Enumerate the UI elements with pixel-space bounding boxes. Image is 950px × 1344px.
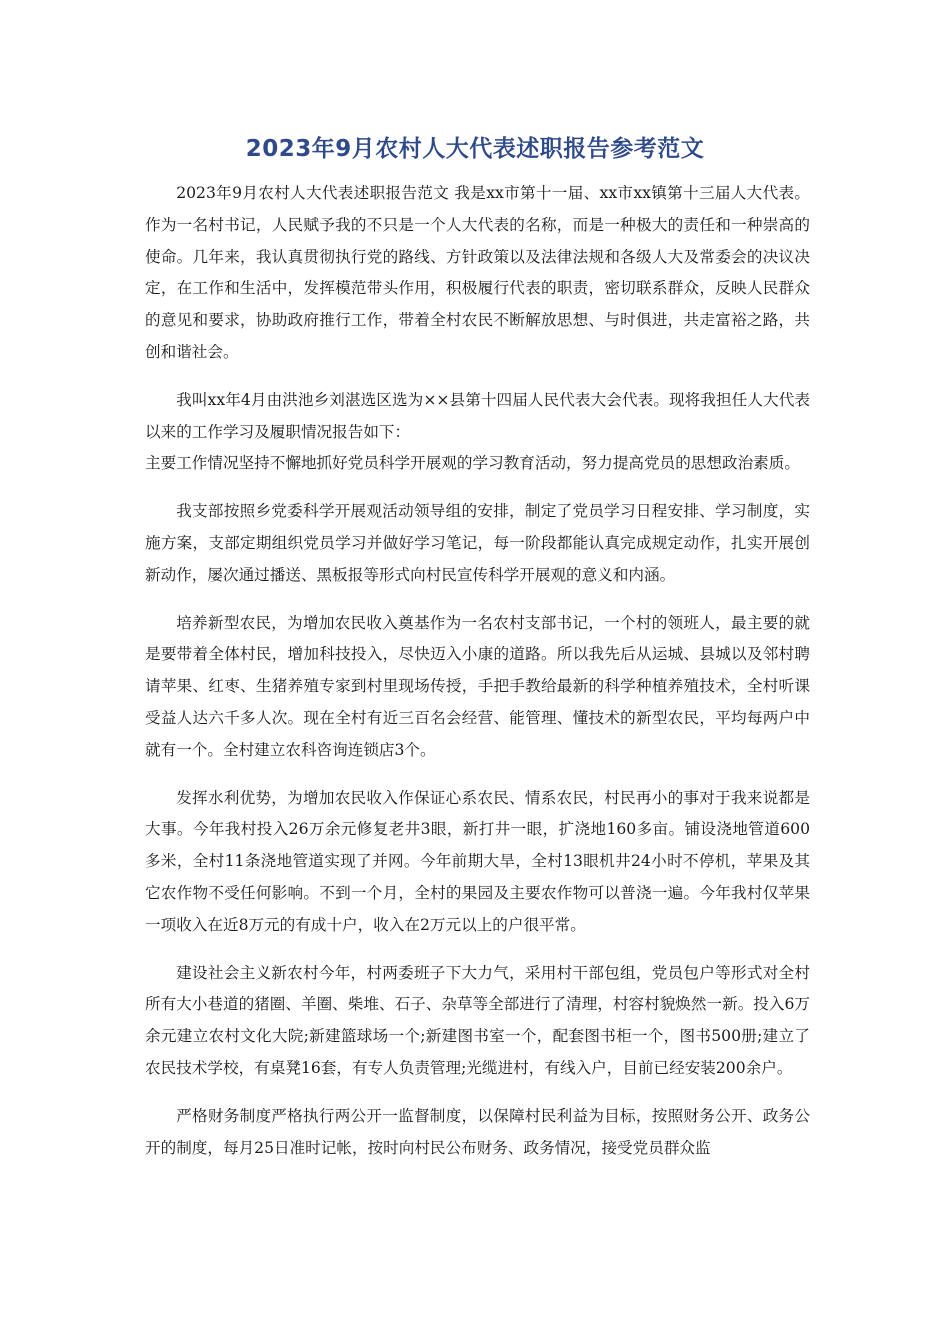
paragraph-main-work: 主要工作情况坚持不懈地抓好党员科学开展观的学习教育活动，努力提高党员的思想政治素质。 (145, 454, 800, 473)
paragraph-election: 我叫xx年4月由洪池乡刘湛选区选为××县第十四届人民代表大会代表。现将我担任人大代表以来的工作学习及履职情况报告如下： (145, 390, 810, 441)
paragraph-water-conservancy: 发挥水利优势，为增加农民收入作保证心系农民、情系农民，村民再小的事对于我来说都是大事。今年我村投入26万余元修复老井3眼，新打井一眼，扩浇地160多亩。铺设浇地管道600多米，全村11条浇地管道实现了并网。今年前期大旱，全村13眼机井24小时不停机，苹果及其它农作物不受任何影响。不到一个月，全村的果园及主要农作物可以普浇一遍。今年我村仅苹果一项收入在近8万元的有成十户，收入在2万元以上的户很平常。 (145, 788, 810, 934)
paragraph-new-countryside: 建设社会主义新农村今年，村两委班子下大力气，采用村干部包组，党员包户等形式对全村所有大小巷道的猪圈、羊圈、柴堆、石子、杂草等全部进行了清理，村容村貌焕然一新。投入6万余元建立农村文化大院;新建篮球场一个;新建图书室一个，配套图书柜一个，图书500册;建立了农民技术学校，有桌凳16套，有专人负责管理;光缆进村，有线入户，目前已经安装200余户。 (145, 963, 810, 1077)
document-body (145, 178, 810, 1180)
document-title: 2023年9月农村人大代表述职报告参考范文 (245, 136, 705, 162)
paragraph-intro: 2023年9月农村人大代表述职报告范文 我是xx市第十一届、xx市xx镇第十三届人大代表。作为一名村书记，人民赋予我的不只是一个人大代表的名称，而是一种极大的责任和一种崇高的使命。几年来，我认真贯彻执行党的路线、方针政策以及法律法规和各级人大及常委会的决议决定，在工作和生活中，发挥模范带头作用，积极履行代表的职责，密切联系群众，反映人民群众的意见和要求，协助政府推行工作，带着全村农民不断解放思想、与时俱进，共走富裕之路，共创和谐社会。 (145, 184, 810, 361)
paragraph-study-plan: 我支部按照乡党委科学开展观活动领导组的安排，制定了党员学习日程安排、学习制度，实施方案，支部定期组织党员学习并做好学习笔记，每一阶段都能认真完成规定动作，扎实开展创新动作，屡次通过播送、黑板报等形式向村民宣传科学开展观的意义和内涵。 (145, 502, 810, 584)
paragraph-new-farmers: 培养新型农民，为增加农民收入奠基作为一名农村支部书记，一个村的领班人，最主要的就是要带着全体村民，增加科技投入，尽快迈入小康的道路。所以我先后从运城、县城以及邻村聘请苹果、红枣、生猪养殖专家到村里现场传授，手把手教给最新的科学种植养殖技术，全村听课受益人达六千多人次。现在全村有近三百名会经营、能管理、懂技术的新型农民，平均每两户中就有一个。全村建立农科咨询连锁店3个。 (145, 613, 810, 759)
paragraph-finance-system: 严格财务制度严格执行两公开一监督制度，以保障村民利益为目标，按照财务公开、政务公开的制度，每月25日准时记帐，按时向村民公布财务、政务情况，接受党员群众监 (145, 1106, 810, 1157)
paragraph-report-group (145, 385, 810, 480)
